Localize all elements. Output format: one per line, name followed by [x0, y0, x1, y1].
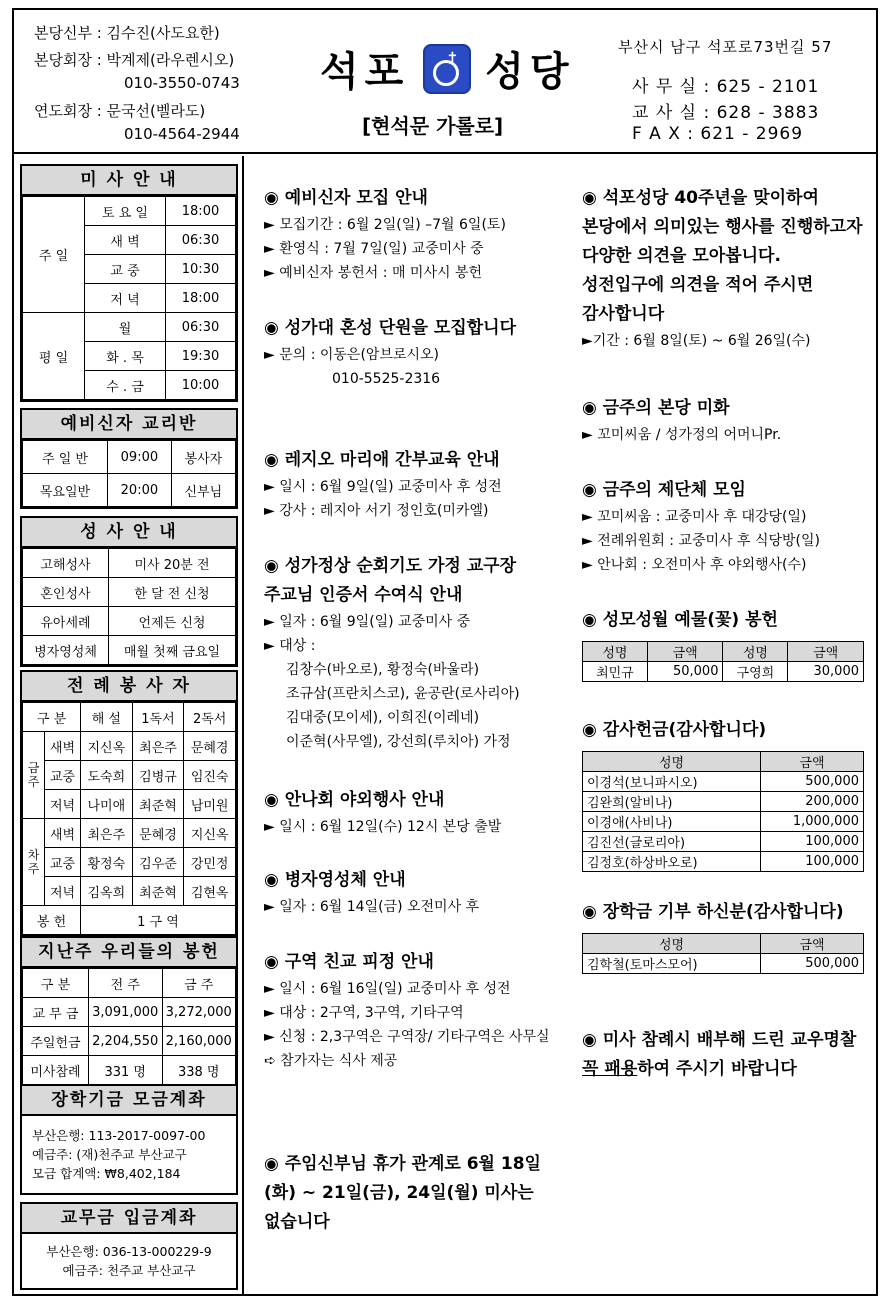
notice-heading: ◉ 주임신부님 휴가 관계로 6월 18일(화) ~ 21일(금), 24일(월) 미사는 없습니다 [264, 1154, 541, 1232]
scholarship-bank: 부산은행: 113-2017-0097-00 [32, 1128, 206, 1143]
table-header: 성명 [583, 934, 761, 954]
table-cell: 06:30 [166, 313, 236, 342]
table-cell: 강민정 [184, 848, 236, 877]
notice-choir [264, 314, 554, 391]
notice-scholarship-donors [582, 898, 872, 974]
table-cell: 이경석(보니파시오) [583, 772, 761, 792]
table-cell: 목요일반 [23, 474, 108, 507]
notice-item: ► 신청 : 2,3구역은 구역장/ 기타구역은 사무실 [264, 1029, 550, 1045]
address: 부산시 남구 석포로73번길 57 [618, 38, 833, 56]
scholarship-donor-table [582, 933, 864, 974]
group-label: 금주 [23, 732, 45, 819]
teacher-phone: 교 사 실 : 628 - 3883 [632, 103, 820, 123]
notice-sick-communion [264, 866, 554, 919]
table-cell: 김현옥 [184, 877, 236, 906]
notice-cleaning [582, 394, 872, 447]
table-cell: 10:30 [166, 255, 236, 284]
table-cell: 수 . 금 [85, 371, 166, 400]
table-cell: 남미원 [184, 790, 236, 819]
table-cell: 교 중 [85, 255, 166, 284]
table-header: 금액 [647, 642, 723, 662]
notice-heading: ◉ 레지오 마리애 간부교육 안내 [264, 450, 500, 470]
liturgy-servers [20, 670, 238, 937]
dues-holder: 예금주: 천주교 부산교구 [62, 1263, 196, 1278]
table-cell: 100,000 [761, 832, 864, 852]
table-cell: 봉 헌 [23, 906, 81, 935]
notice-item: ➪ 참가자는 식사 제공 [264, 1053, 398, 1069]
notice-item: ► 전례위원회 : 교중미사 후 식당방(일) [582, 533, 820, 549]
table-cell: 2,160,000 [162, 1027, 236, 1056]
table-cell: 병자영성체 [23, 636, 109, 665]
notice-heading: ◉ 금주의 제단체 모임 [582, 480, 746, 500]
table-header: 성명 [723, 642, 788, 662]
dues-account [20, 1202, 238, 1290]
table-cell: 18:00 [166, 284, 236, 313]
table-row [23, 197, 236, 226]
table-row [583, 792, 864, 812]
table-row [583, 812, 864, 832]
table-row [583, 954, 864, 974]
catechumen-class [20, 408, 238, 509]
dues-bank: 부산은행: 036-13-000229-9 [46, 1244, 212, 1259]
notice-item: ► 문의 : 이동은(암브로시오) [264, 347, 439, 363]
pastor-line: 본당신부 : 김수진(사도요한) [34, 24, 220, 42]
table-cell: 338 명 [162, 1056, 236, 1085]
notice-item: ► 대상 : 2구역, 3구역, 기타구역 [264, 1005, 464, 1021]
main-content [246, 156, 876, 1296]
notice-item: ► 일시 : 6월 9일(일) 교중미사 후 성전 [264, 479, 502, 495]
table-row [23, 703, 236, 732]
yeondo-phone: 010-4564-2944 [124, 125, 240, 143]
notice-may-offering [582, 606, 872, 682]
table-cell: 나미애 [81, 790, 133, 819]
table-cell: 새벽 [45, 819, 81, 848]
president-phone: 010-3550-0743 [124, 74, 240, 92]
table-cell: 한 달 전 신청 [109, 578, 236, 607]
notice-item: ► 대상 : [264, 638, 316, 654]
table-cell: 1 구 역 [81, 906, 236, 935]
notice-heading: ◉ 금주의 본당 미화 [582, 398, 730, 418]
catechumen-title: 예비신자 교리반 [22, 410, 236, 440]
table-cell: 지신옥 [184, 819, 236, 848]
group-label: 평 일 [23, 313, 85, 400]
table-row [23, 790, 236, 819]
table-cell: 금 주 [162, 969, 236, 998]
notice-heading: ◉ 성가정상 순회기도 가정 교구장 주교님 인증서 수여식 안내 [264, 556, 516, 605]
table-cell: 331 명 [89, 1056, 163, 1085]
notice-holy-family [264, 552, 554, 754]
table-row [23, 877, 236, 906]
notice-item: ►기간 : 6월 8일(토) ~ 6월 26일(수) [582, 333, 811, 349]
title-part-1: 석포 [320, 49, 410, 95]
table-header: 구 분 [23, 703, 81, 732]
notice-item: 010-5525-2316 [332, 371, 441, 387]
table-cell: 19:30 [166, 342, 236, 371]
table-row [583, 772, 864, 792]
left-sidebar [14, 156, 244, 1296]
table-cell: 저녁 [45, 790, 81, 819]
notice-item: 조규삼(프란치스코), 윤공란(로사리아) [286, 686, 520, 702]
notice-pastor-vacation [264, 1150, 554, 1237]
servers-table [22, 702, 236, 935]
table-row [583, 852, 864, 872]
table-cell: 토 요 일 [85, 197, 166, 226]
table-row [23, 761, 236, 790]
table-cell: 최민규 [583, 662, 648, 682]
scholarship-title: 장학기금 모금계좌 [22, 1086, 236, 1116]
table-cell: 최은주 [81, 819, 133, 848]
table-cell: 1독서 [132, 703, 184, 732]
notice-retreat [264, 948, 554, 1073]
table-cell: 2,204,550 [89, 1027, 163, 1056]
notice-name-tag [582, 1026, 866, 1084]
emphasis-text: 꼭 패용 [582, 1059, 638, 1079]
notice-item: ► 일시 : 6월 16일(일) 교중미사 후 성전 [264, 981, 511, 997]
notice-heading: ◉ 석포성당 40주년을 맞이하여 본당에서 의미있는 행사를 진행하고자 다양한 의견을 모아봅니다. 성전입구에 의견을 적어 주시면 감사합니다 [582, 188, 863, 324]
bulletin-frame [12, 8, 878, 1296]
table-cell: 최은주 [132, 732, 184, 761]
church-logo-icon: ✝ [423, 44, 471, 94]
notice-catechumen [264, 184, 554, 285]
notice-item: ► 꼬미씨움 / 성가정의 어머니Pr. [582, 427, 782, 443]
servers-title: 전 례 봉 사 자 [22, 672, 236, 702]
notice-anna [264, 786, 554, 839]
table-cell: 500,000 [761, 954, 864, 974]
table-header: 금액 [761, 934, 864, 954]
table-cell: 문혜경 [132, 819, 184, 848]
table-cell: 구영희 [723, 662, 788, 682]
table-cell: 김옥희 [81, 877, 133, 906]
table-cell: 김진선(글로리아) [583, 832, 761, 852]
table-cell: 구 분 [23, 969, 89, 998]
table-cell: 황정숙 [81, 848, 133, 877]
notice-heading: ◉ 구역 친교 피정 안내 [264, 952, 434, 972]
header [14, 10, 876, 154]
mass-table [22, 196, 236, 400]
table-cell: 2독서 [184, 703, 236, 732]
notice-item: ► 예비신자 봉헌서 : 매 미사시 봉헌 [264, 265, 482, 281]
scholarship-total: 모금 합계액: ₩8,402,184 [32, 1166, 181, 1181]
table-row [23, 1056, 236, 1085]
table-row [23, 998, 236, 1027]
table-cell: 김정호(하상바오로) [583, 852, 761, 872]
table-cell: 교 무 금 [23, 998, 89, 1027]
table-cell: 언제든 신청 [109, 607, 236, 636]
table-cell: 이경애(사비나) [583, 812, 761, 832]
notice-heading: ◉ 성모성월 예물(꽃) 봉헌 [582, 610, 778, 630]
table-header: 성명 [583, 752, 761, 772]
notice-item: 이준혁(사무엘), 강선희(루치아) 가정 [286, 734, 511, 750]
fax-number: F A X : 621 - 2969 [632, 124, 804, 144]
notice-item: ► 일자 : 6월 9일(일) 교중미사 중 [264, 614, 471, 630]
table-cell: 3,091,000 [89, 998, 163, 1027]
table-header: 금액 [761, 752, 864, 772]
table-row [583, 832, 864, 852]
president-line: 본당회장 : 박계제(라우렌시오) [34, 51, 235, 69]
table-cell: 새 벽 [85, 226, 166, 255]
catechumen-table [22, 440, 236, 507]
notice-heading: ◉ 병자영성체 안내 [264, 870, 406, 890]
table-cell: 09:00 [107, 441, 171, 474]
table-header: 금액 [788, 642, 864, 662]
table-cell: 최준혁 [132, 790, 184, 819]
notice-item: ► 환영식 : 7월 7일(일) 교중미사 중 [264, 241, 484, 257]
table-cell: 전 주 [89, 969, 163, 998]
table-header: 성명 [583, 642, 648, 662]
notice-heading: ◉ 미사 참례시 배부해 드린 교우명찰 꼭 패용하여 주시기 바랍니다 [582, 1030, 857, 1079]
thanks-offering-table [582, 751, 864, 872]
sacraments-title: 성 사 안 내 [22, 518, 236, 548]
table-cell: 매월 첫째 금요일 [109, 636, 236, 665]
table-cell: 200,000 [761, 792, 864, 812]
table-row [583, 662, 864, 682]
notice-item: ► 안나회 : 오전미사 후 야외행사(수) [582, 557, 807, 573]
table-cell: 새벽 [45, 732, 81, 761]
table-cell: 20:00 [107, 474, 171, 507]
may-offering-table [582, 641, 864, 682]
table-cell: 월 [85, 313, 166, 342]
table-cell: 30,000 [788, 662, 864, 682]
table-cell: 18:00 [166, 197, 236, 226]
table-cell: 임진숙 [184, 761, 236, 790]
weekly-offerings [20, 936, 238, 1087]
table-cell: 50,000 [647, 662, 723, 682]
offerings-title: 지난주 우리들의 봉헌 [22, 938, 236, 968]
table-row [23, 441, 236, 474]
table-row [23, 474, 236, 507]
table-cell: 문혜경 [184, 732, 236, 761]
notice-heading: ◉ 장학금 기부 하신분(감사합니다) [582, 902, 844, 922]
notice-heading: ◉ 예비신자 모집 안내 [264, 188, 428, 208]
table-cell: 봉사자 [171, 441, 235, 474]
notice-legio [264, 446, 554, 523]
title-part-2: 성당 [485, 49, 575, 95]
office-phone: 사 무 실 : 625 - 2101 [632, 77, 820, 97]
notice-item: ► 모집기간 : 6월 2일(일) –7월 6일(토) [264, 217, 506, 233]
table-row [23, 607, 236, 636]
table-row [23, 578, 236, 607]
table-row [23, 969, 236, 998]
notice-item: 김대중(모이세), 이희진(이레네) [286, 710, 480, 726]
table-cell: 지신옥 [81, 732, 133, 761]
dues-title: 교무금 입금계좌 [22, 1204, 236, 1234]
table-row [23, 636, 236, 665]
table-cell: 신부님 [171, 474, 235, 507]
table-cell: 10:00 [166, 371, 236, 400]
table-cell: 김병규 [132, 761, 184, 790]
table-row [23, 906, 236, 935]
notice-item: 김창수(바오로), 황정숙(바울라) [286, 662, 480, 678]
group-label: 차주 [23, 819, 45, 906]
scholarship-holder: 예금주: (재)천주교 부산교구 [32, 1147, 187, 1162]
table-row [23, 313, 236, 342]
notice-heading: ◉ 감사헌금(감사합니다) [582, 720, 767, 740]
table-cell: 김학철(토마스모어) [583, 954, 761, 974]
table-cell: 저녁 [45, 877, 81, 906]
table-cell: 100,000 [761, 852, 864, 872]
table-cell: 저 녁 [85, 284, 166, 313]
group-label: 주 일 [23, 197, 85, 313]
patron-subtitle: [현석문 가롤로] [362, 114, 504, 138]
table-cell: 혼인성사 [23, 578, 109, 607]
table-cell: 화 . 목 [85, 342, 166, 371]
table-row [23, 819, 236, 848]
sacraments-info [20, 516, 238, 667]
table-cell: 주 일 반 [23, 441, 108, 474]
notice-thanks-offering [582, 716, 872, 872]
notice-40th-anniversary [582, 184, 866, 353]
notice-item: ► 일시 : 6월 12일(수) 12시 본당 출발 [264, 819, 502, 835]
table-cell: 500,000 [761, 772, 864, 792]
table-cell: 유아세례 [23, 607, 109, 636]
table-cell: 미사 20분 전 [109, 549, 236, 578]
scholarship-account [20, 1084, 238, 1195]
table-cell: 1,000,000 [761, 812, 864, 832]
table-row [23, 1027, 236, 1056]
page-title [320, 40, 575, 97]
table-cell: 김완희(알비나) [583, 792, 761, 812]
table-row [23, 549, 236, 578]
notice-item: ► 강사 : 레지아 서기 정인호(미카엘) [264, 503, 489, 519]
table-cell: 미사참례 [23, 1056, 89, 1085]
mass-title: 미 사 안 내 [22, 166, 236, 196]
notice-group-meetings [582, 476, 872, 577]
table-cell: 해 설 [81, 703, 133, 732]
offerings-table [22, 968, 236, 1085]
table-cell: 도숙희 [81, 761, 133, 790]
table-cell: 3,272,000 [162, 998, 236, 1027]
notice-heading: ◉ 성가대 혼성 단원을 모집합니다 [264, 318, 516, 338]
sacraments-table [22, 548, 236, 665]
table-row [23, 848, 236, 877]
notice-item: ► 일자 : 6월 14일(금) 오전미사 후 [264, 899, 480, 915]
table-cell: 06:30 [166, 226, 236, 255]
notice-item: ► 꼬미씨움 : 교중미사 후 대강당(일) [582, 509, 807, 525]
table-cell: 주일헌금 [23, 1027, 89, 1056]
table-cell: 고해성사 [23, 549, 109, 578]
mass-schedule [20, 164, 238, 402]
yeondo-line: 연도회장 : 문국선(벨라도) [34, 102, 206, 120]
notice-heading: ◉ 안나회 야외행사 안내 [264, 790, 445, 810]
table-cell: 교중 [45, 761, 81, 790]
table-cell: 교중 [45, 848, 81, 877]
table-cell: 김우준 [132, 848, 184, 877]
table-cell: 최준혁 [132, 877, 184, 906]
table-row [23, 732, 236, 761]
